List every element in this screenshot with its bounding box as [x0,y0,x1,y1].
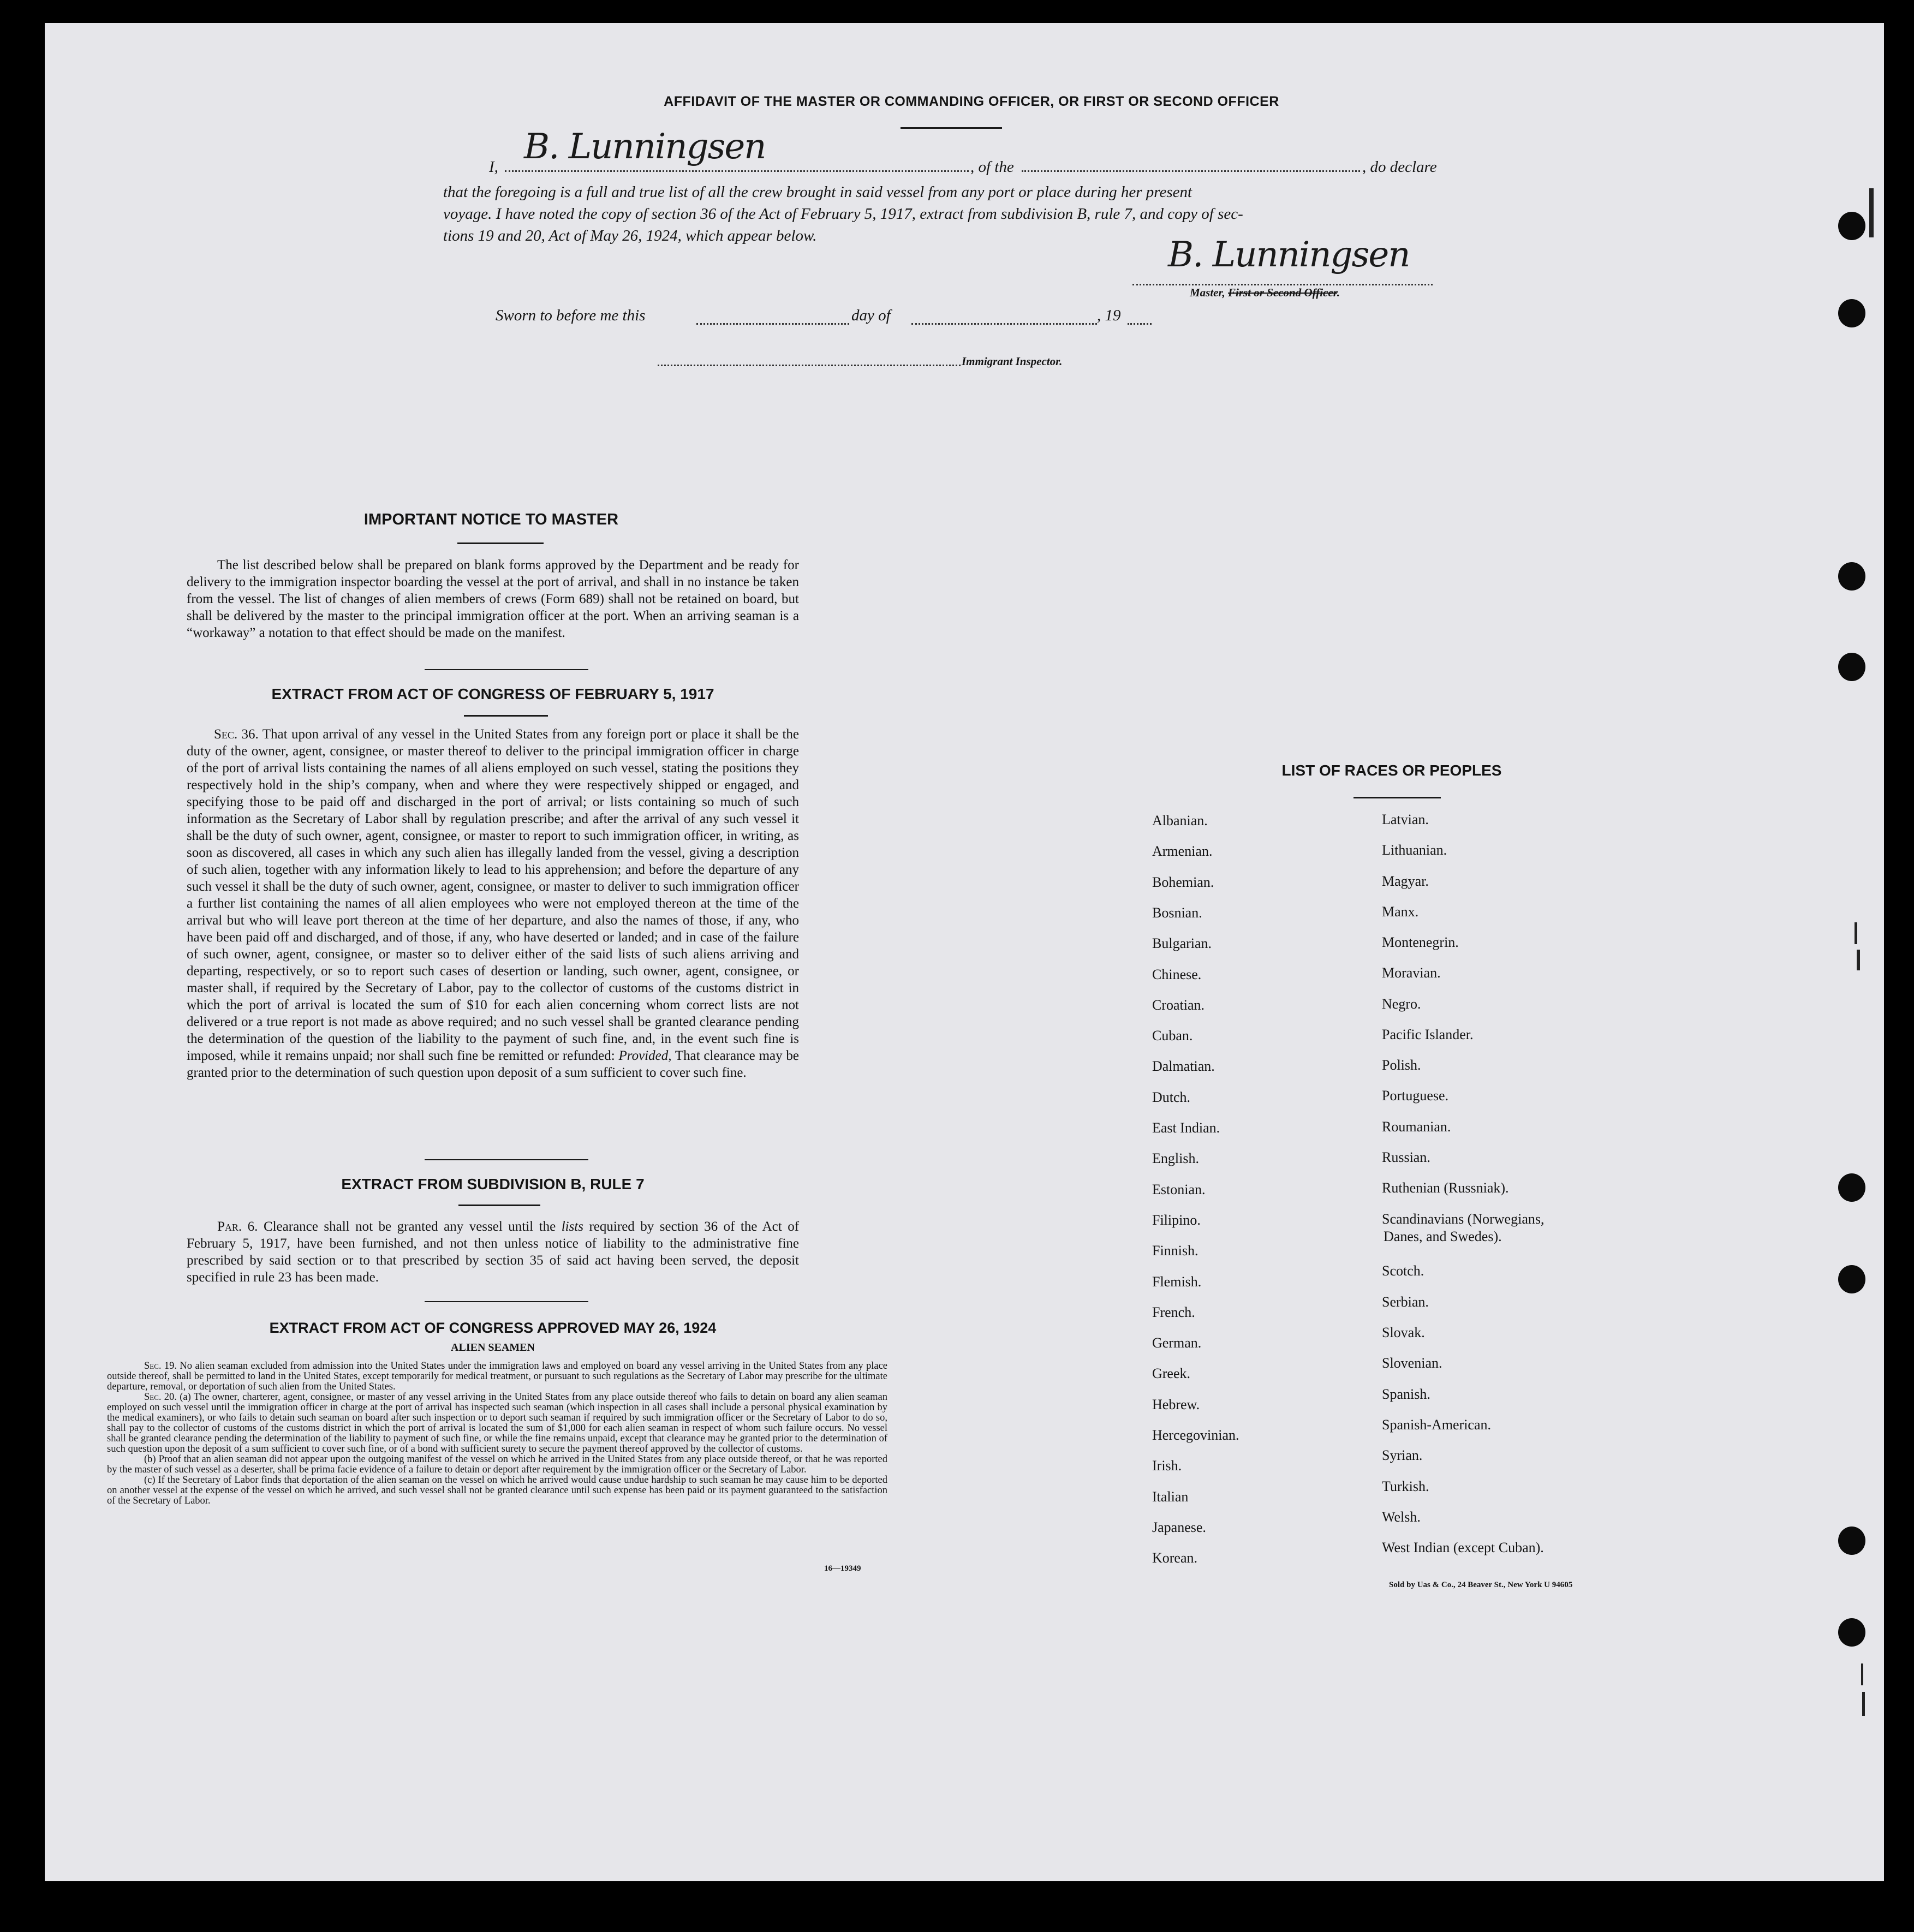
race-item: Spanish-American. [1382,1417,1492,1433]
race-item: French. [1152,1304,1195,1320]
lists-term: lists [561,1219,583,1234]
divider [457,542,544,544]
punch-hole [1838,299,1865,327]
punch-hole [1838,212,1865,240]
race-item: Chinese. [1152,966,1202,982]
inspector-label: Immigrant Inspector. [962,355,1063,368]
race-item: Albanian. [1152,813,1208,828]
race-item: German. [1152,1335,1202,1351]
day-of-label: day of [851,307,891,324]
race-item: Roumanian. [1382,1119,1451,1135]
master-signature: B. Lunningsen [1168,235,1410,275]
race-item: Danes, and Swedes). [1384,1229,1502,1244]
punch-hole [1838,1526,1865,1555]
divider [425,669,588,670]
edge-mark [1855,922,1857,944]
races-heading: LIST OF RACES OR PEOPLES [1281,762,1502,779]
race-item: Pacific Islander. [1382,1027,1474,1042]
race-item: Irish. [1152,1458,1182,1474]
race-item: Hercegovinian. [1152,1427,1239,1443]
race-item: Dalmatian. [1152,1058,1215,1075]
race-item: Negro. [1382,996,1421,1012]
year-label: , 19 [1097,307,1121,324]
sworn-day-line [696,323,849,325]
punch-hole [1838,1173,1865,1202]
struck-officer-label: First or Second Officer [1228,286,1337,299]
race-item: Bohemian. [1152,874,1214,890]
inspector-line [658,365,961,366]
race-item: Flemish. [1152,1273,1202,1290]
race-item: Bulgarian. [1152,935,1212,952]
race-item: Scotch. [1382,1263,1424,1279]
master-title: Master, First or Second Officer. [1190,286,1340,299]
rule-7-heading: EXTRACT FROM SUBDIVISION B, RULE 7 [341,1176,645,1192]
punch-hole [1838,653,1865,681]
race-item: East Indian. [1152,1120,1220,1136]
affidavit-i-label: I, [489,158,498,176]
divider [464,715,548,717]
sec-19-20-text [107,1361,887,1506]
divider [425,1301,588,1302]
race-item: Moravian. [1382,965,1441,981]
race-item: Italian [1152,1488,1189,1505]
race-item: Cuban. [1152,1028,1193,1044]
sec-20a-paragraph: Sec. 20. (a) The owner, charterer, agent, consignee, or master of any vessel arriving in the United States from any place outside thereof who fails to detain on board any alien seaman employed on such vessel until the immigration officer in charge at the port of arrival has inspected such seaman (which inspection in all cases shall include a personal physical examination by the medical examiners), or who fails to detain such seaman on board after such inspection or to deport such seaman if required by such immigration officer or the Secretary of Labor to do so, shall pay to the collector of customs of the customs district in which the port of arrival is located the sum of $1,000 for each alien seaman in respect of whom such failure occurs. No vessel shall be granted clearance pending the determination of the liability to payment of such fine, or while the fine remains unpaid, except that clearance may be granted prior to the determination of such question upon the deposit of a sum sufficient to cover such fine, or of a bond with sufficient surety to secure the payment thereof approved by the collector of customs. [107,1392,887,1454]
sworn-label: Sworn to before me this [496,307,646,324]
master-label: Master, [1190,286,1225,299]
alien-seamen-subheading: ALIEN SEAMEN [451,1341,535,1353]
edge-mark [1862,1692,1865,1716]
race-item: Lithuanian. [1382,842,1447,858]
race-item: Croatian. [1152,997,1205,1013]
race-item: Dutch. [1152,1089,1191,1105]
vessel-line [1022,170,1360,172]
race-item: Syrian. [1382,1447,1423,1463]
affiant-signature: B. Lunningsen [524,127,766,167]
race-item: Scandinavians (Norwegians, [1382,1211,1545,1227]
sec-20c-paragraph: (c) If the Secretary of Labor finds that deportation of the alien seaman on the vessel on which he arrived would cause undue hardship to such seaman he may cause him to be deported on another vessel at the expense of the vessel on which he arrived, and such vessel shall not be granted clearance until such expense has been paid or its payment guaranteed to the satisfaction of the Secretary of Labor. [107,1475,887,1506]
race-item: Bosnian. [1152,904,1202,921]
race-item: Ruthenian (Russniak). [1382,1180,1509,1196]
race-item: West Indian (except Cuban). [1382,1540,1544,1555]
race-item: Estonian. [1152,1181,1206,1197]
punch-hole [1838,562,1865,591]
race-item: Finnish. [1152,1243,1199,1259]
master-signature-line [1132,284,1433,285]
affiant-name-line [505,170,969,172]
divider [901,127,1002,129]
do-declare-label: , do declare [1362,158,1437,176]
notice-heading: IMPORTANT NOTICE TO MASTER [363,511,619,528]
race-item: Spanish. [1382,1386,1430,1402]
edge-mark [1861,1663,1863,1685]
extract-1924-heading: EXTRACT FROM ACT OF CONGRESS APPROVED MAY 26, 1924 [269,1320,717,1336]
race-item: English. [1152,1150,1199,1167]
race-item: Filipino. [1152,1212,1201,1228]
form-number: 16—19349 [824,1564,861,1573]
divider [1353,797,1441,798]
affidavit-line-3: voyage. I have noted the copy of section 36 of the Act of February 5, 1917, extract from subdivision B, rule 7, and copy of sec- [443,205,1243,223]
race-item: Slovak. [1382,1325,1425,1340]
punch-hole [1838,1265,1865,1293]
edge-mark [1857,950,1860,970]
race-item: Russian. [1382,1149,1430,1165]
race-item: Montenegrin. [1382,934,1459,950]
sec-36-label: Sec. 36. [214,727,259,742]
par-6-text: Par. 6. Clearance shall not be granted any vessel until the lists required by section 36 of the Act of February 5, 1917, have been furnished, and not then unless notice of liability to the administrative fine prescribed by said section or to that prescribed by section 35 of said act having been served, the deposit specified in rule 23 has been made. [187,1219,800,1285]
race-item: Latvian. [1382,812,1429,827]
sec-20b-paragraph: (b) Proof that an alien seaman did not appear upon the outgoing manifest of the vessel on which he arrived in the United States from any place outside thereof, or that he was reported by the master of such vessel as a deserter, shall be prima facie evidence of a failure to detain or deport after requirement by the immigration officer or the Secretary of Labor. [107,1454,887,1475]
race-item: Welsh. [1382,1509,1421,1525]
race-item: Portuguese. [1382,1088,1449,1104]
race-item: Japanese. [1152,1519,1206,1535]
sec-36-text: Sec. 36. That upon arrival of any vessel in the United States from any foreign port or place it shall be the duty of the owner, agent, consignee, or master thereof to deliver to the principal immigration officer in charge of the port of arrival lists containing the names of all aliens employed on such vessel, stating the positions they respectively hold in the ship’s company, when and where they were respectively shipped or engaged, and specifying those to be paid off and discharged in the port of arrival; or lists containing so much of such information as the Secretary of Labor shall by regulation prescribe; and after the arrival of any such vessel it shall be the duty of such owner, agent, consignee, or master to report to such immigration officer, in writing, as soon as discovered, all cases in which any such alien has illegally landed from the vessel, giving a description of such alien, together with any information likely to lead to his apprehension; and before the departure of any such vessel it shall be the duty of such owner, agent, consignee, or master to deliver to such immigration officer a further list containing the names of all alien employees who were not employed thereon at the time of the arrival but who will leave port thereon at the time of her departure, and also the names of those, if any, who have been paid off and discharged, and of those, if any, who have deserted or landed; and in case of the failure of such owner, agent, consignee, or master so to deliver either of the said lists of such aliens arriving and departing, respectively, or so to report such cases of desertion or landing, such owner, agent, consignee, or master shall, if required by the Secretary of Labor, pay to the collector of customs of the customs district in which the port of arrival is located the sum of $10 for each alien concerning whom correct lists are not delivered or a true report is not made as above required; and no such vessel shall be granted clearance pending the determination of the question of the liability to the payment of such fine, and, in the event such fine is imposed, while it remains unpaid; nor shall such fine be remitted or refunded: Provided, That clearance may be granted prior to the determination of such question upon deposit of a sum sufficient to cover such fine. [187,727,800,1080]
race-item: Serbian. [1382,1294,1429,1310]
sec-19-paragraph: Sec. 19. No alien seaman excluded from admission into the United States under the immigration laws and employed on board any vessel arriving in the United States from any place outside thereof, shall be permitted to land in the United States, except temporarily for medical treatment, or pursuant to such regulations as the Secretary of Labor may prescribe for the ultimate departure, removal, or deportation of such alien from the United States. [107,1361,887,1392]
notice-text: The list described below shall be prepared on blank forms approved by the Department and be ready for delivery to the immigration inspector boarding the vessel at the port of arrival, and shall in no instance be taken from the vessel. The list of changes of alien members of crews (Form 689) shall not be retained on board, but shall be delivered by the master to the principal immigration officer at the port. When an arriving seaman is a “workaway” a notation to that effect should be made on the manifest. [187,558,799,640]
affidavit-heading: AFFIDAVIT OF THE MASTER OR COMMANDING OFFICER, OR FIRST OR SECOND OFFICER [664,94,1279,109]
race-item: Hebrew. [1152,1396,1200,1412]
race-item: Polish. [1382,1057,1421,1073]
of-the-label: , of the [970,158,1014,176]
affidavit-line-4: tions 19 and 20, Act of May 26, 1924, which appear below. [443,227,817,245]
extract-1917-heading: EXTRACT FROM ACT OF CONGRESS OF FEBRUARY 5, 1917 [271,685,714,702]
affidavit-line-2: that the foregoing is a full and true list of all the crew brought in said vessel from any port or place during her present [443,183,1192,201]
race-item: Magyar. [1382,873,1429,889]
edge-mark [1869,188,1874,237]
divider [425,1159,588,1160]
race-item: Slovenian. [1382,1355,1442,1371]
provided-term: Provided, [618,1048,672,1063]
race-item: Korean. [1152,1550,1198,1566]
punch-hole [1838,1618,1865,1647]
par-6-label: Par. 6. [217,1219,258,1234]
divider [458,1204,540,1206]
year-line [1128,323,1152,325]
publisher-line: Sold by Uas & Co., 24 Beaver St., New York U 94605 [1389,1581,1573,1589]
race-item: Manx. [1382,904,1419,920]
sworn-month-line [911,323,1097,325]
race-item: Armenian. [1152,843,1213,860]
race-item: Turkish. [1382,1478,1429,1494]
race-item: Greek. [1152,1365,1191,1382]
